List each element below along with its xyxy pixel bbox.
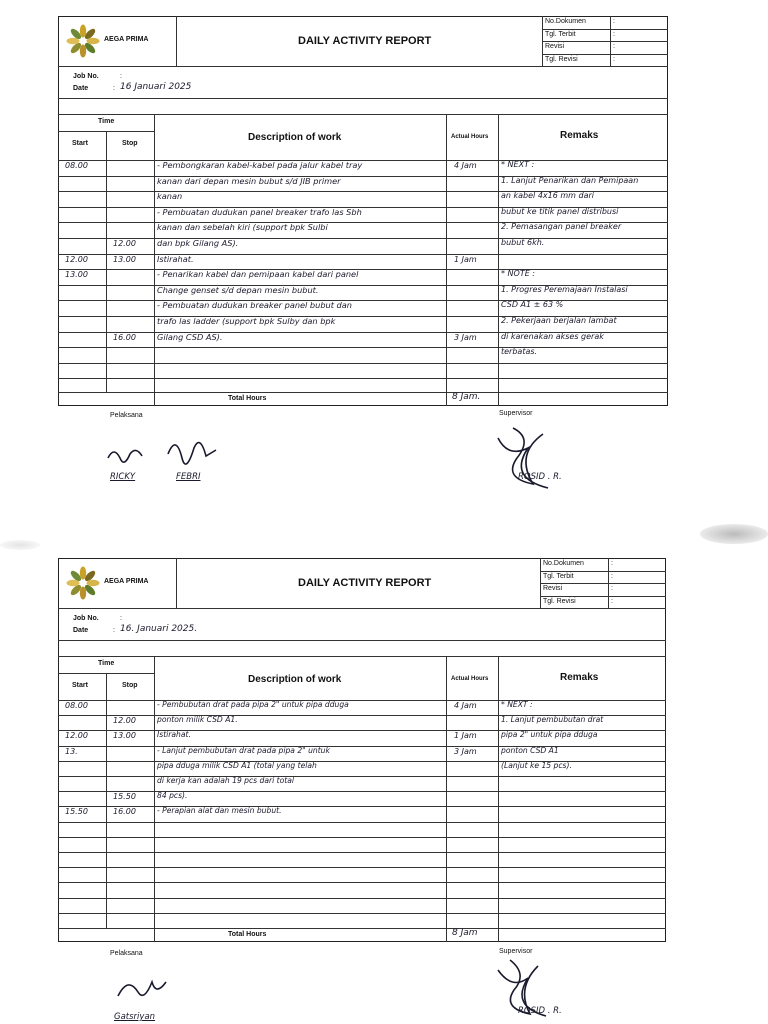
work-description: ponton milik CSD A1. [157, 715, 238, 725]
work-description: Istirahat. [157, 730, 191, 740]
remark-text: bubut 6kh. [501, 238, 545, 247]
table-row [58, 715, 666, 730]
table-row [58, 300, 668, 316]
time-header: Time [98, 660, 115, 667]
report-title: DAILY ACTIVITY REPORT [298, 577, 432, 589]
table-row [58, 191, 668, 207]
actual-hours: 4 Jam [454, 161, 477, 170]
work-description: trafo las ladder (support bpk Sulby dan bpk [157, 316, 336, 326]
stop-time: 16.00 [113, 807, 136, 817]
meta-colon: : [613, 30, 615, 38]
signature-block-2 [58, 946, 668, 1024]
meta-colon: : [611, 560, 613, 567]
meta-row-line [542, 41, 668, 42]
header-top-line [58, 656, 666, 657]
remark-text: terbatas. [501, 347, 538, 357]
meta-label: No.Dokumen [543, 560, 584, 567]
remark-text: bubut ke titik panel distribusi [501, 206, 619, 216]
remark-text: 1. Lanjut Penarikan dan Pemipaan [501, 175, 639, 185]
meta-label: No.Dokumen [545, 18, 586, 25]
remark-text: CSD A1 ± 63 % [501, 300, 564, 310]
remark-text: 1. Progres Peremajaan Instalasi [501, 284, 628, 294]
table-row [58, 806, 666, 821]
stop-header: Stop [122, 140, 138, 147]
signature-strokes [58, 408, 668, 498]
logo-mark [66, 566, 100, 600]
stop-time: 12.00 [113, 239, 136, 248]
start-time: 12.00 [65, 254, 88, 264]
meta-row-line [540, 596, 666, 597]
company-logo-icon [66, 566, 100, 600]
table-row [58, 332, 668, 348]
actual-hours: 3 Jam [454, 746, 477, 756]
time-header: Time [98, 118, 115, 125]
table-row [58, 285, 668, 301]
meta-row-line [540, 583, 666, 584]
table-row [58, 700, 666, 715]
meta-label: Revisi [545, 43, 565, 50]
meta-colon: : [611, 572, 613, 580]
meta-colon: : [613, 55, 615, 63]
work-description: - Lanjut pembubutan drat pada pipa 2" untuk [157, 745, 330, 755]
remarks-header: Remaks [560, 672, 599, 683]
remark-text: * NEXT : [501, 700, 533, 709]
header-divider [58, 608, 666, 609]
total-line [58, 392, 668, 393]
total-line [58, 928, 666, 929]
remark-text: ponton CSD A1 [501, 745, 559, 755]
table-row [58, 269, 668, 285]
table-row [58, 867, 666, 882]
supervisor-name: ROSID . R. [518, 472, 562, 482]
meta-row-line [542, 54, 668, 55]
job-no-label: Job No. [73, 615, 99, 622]
remarks-header: Remaks [560, 130, 599, 141]
logo-center [80, 580, 86, 586]
start-time: 13. [65, 746, 78, 756]
work-description: pipa dduga milik CSD A1 (total yang telah [157, 760, 317, 770]
work-description: 84 pcs). [157, 791, 188, 801]
stop-time: 13.00 [113, 731, 136, 741]
work-description: Gilang CSD AS). [157, 331, 223, 342]
work-description: - Pembuatan dudukan panel breaker trafo las Sbh [157, 206, 362, 217]
table-row [58, 898, 666, 913]
work-description: kanan [157, 191, 183, 202]
report-title: DAILY ACTIVITY REPORT [298, 35, 432, 47]
total-hours-value: 8 Jam [452, 928, 478, 938]
remark-text: 2. Pemasangan panel breaker [501, 222, 622, 232]
meta-colon: : [611, 585, 613, 592]
start-time: 15.50 [65, 807, 88, 817]
header-top-line [58, 114, 668, 115]
logo-divider [176, 16, 177, 66]
table-row [58, 776, 666, 791]
start-header: Start [72, 140, 88, 147]
company-name: AEGA PRIMA [104, 578, 149, 585]
remark-text: 2. Pekerjaan berjalan lambat [501, 316, 617, 325]
date-colon: : [113, 85, 115, 92]
table-row [58, 852, 666, 867]
signature-block-1 [58, 408, 668, 498]
total-hours-value: 8 Jam. [452, 392, 481, 402]
date-divider [58, 98, 668, 99]
date-label: Date [73, 627, 89, 634]
job-no-label: Job No. [73, 73, 99, 80]
table-row [58, 913, 666, 928]
work-description: - Pembubutan drat pada pipa 2" untuk pipa dduga [157, 700, 349, 709]
remark-text: * NOTE : [501, 269, 536, 279]
meta-colon: : [613, 18, 615, 25]
report-sheet-2 [58, 558, 666, 942]
table-row [58, 254, 668, 270]
total-hours-label: Total Hours [228, 931, 267, 938]
actual-hours-header: Actual Hours [451, 676, 489, 682]
date-divider [58, 640, 666, 641]
supervisor-label: Supervisor [499, 948, 533, 955]
supervisor-label: Supervisor [499, 410, 533, 417]
date-value: 16. Januari 2025. [120, 624, 198, 634]
pelaksana-label: Pelaksana [110, 950, 143, 957]
meta-colon: : [611, 597, 613, 605]
logo-mark [66, 24, 100, 58]
job-no-colon: : [120, 615, 122, 622]
work-description: - Perapian alat dan mesin bubut. [157, 806, 282, 816]
table-row [58, 837, 666, 852]
stop-time: 16.00 [113, 332, 136, 342]
supervisor-name: ROSID . R. [518, 1006, 562, 1016]
actual-hours: 4 Jam [454, 701, 477, 710]
remark-text: 1. Lanjut pembubutan drat [501, 715, 604, 725]
pelaksana-label: Pelaksana [110, 412, 143, 419]
scan-smudge [0, 540, 40, 550]
table-row [58, 238, 668, 254]
date-colon: : [113, 627, 115, 634]
meta-label: Revisi [543, 585, 563, 592]
meta-label: Tgl. Revisi [545, 55, 578, 63]
description-header: Description of work [248, 132, 342, 143]
start-time: 08.00 [65, 701, 88, 710]
scan-smudge [700, 524, 768, 544]
stop-time: 15.50 [113, 792, 136, 802]
actual-hours: 1 Jam [454, 731, 477, 741]
meta-colon: : [613, 43, 615, 50]
stop-time: 12.00 [113, 716, 136, 726]
table-row [58, 347, 668, 363]
actual-hours: 3 Jam [454, 332, 477, 342]
start-time: 12.00 [65, 731, 88, 741]
work-description: - Penarikan kabel dan pemipaan kabel dari panel [157, 269, 359, 280]
stop-header: Stop [122, 682, 138, 689]
work-description: - Pembongkaran kabel-kabel pada jalur kabel tray [157, 160, 363, 170]
logo-divider [176, 558, 177, 608]
table-row [58, 882, 666, 897]
meta-row-line [542, 29, 668, 30]
job-no-colon: : [120, 73, 122, 80]
remark-text: an kabel 4x16 mm dari [501, 191, 594, 201]
remark-text: (Lanjut ke 15 pcs). [501, 760, 572, 770]
table-row [58, 746, 666, 761]
meta-label: Tgl. Terbit [545, 30, 576, 38]
header-divider [58, 66, 668, 67]
actual-hours-header: Actual Hours [451, 134, 489, 140]
work-description: Istirahat. [157, 253, 194, 264]
pelaksana-name: RICKY [110, 472, 136, 482]
report-sheet-1 [58, 16, 668, 406]
start-time: 13.00 [65, 270, 88, 280]
table-row [58, 730, 666, 745]
table-row [58, 222, 668, 238]
table-row [58, 791, 666, 806]
signature-stroke [108, 450, 142, 462]
actual-hours: 1 Jam [454, 254, 477, 264]
work-description: kanan dari depan mesin bubut s/d JIB primer [157, 175, 341, 186]
company-logo-icon [66, 24, 100, 58]
table-row [58, 207, 668, 223]
table-row [58, 761, 666, 776]
company-name: AEGA PRIMA [104, 36, 149, 43]
meta-label: Tgl. Terbit [543, 572, 574, 580]
remark-text: di karenakan akses gerak [501, 331, 604, 341]
pelaksana-name: FEBRI [176, 472, 201, 482]
signature-stroke [168, 443, 216, 465]
table-row [58, 363, 668, 379]
work-description: di kerja kan adalah 19 pcs dari total [157, 776, 295, 785]
start-time: 08.00 [65, 161, 88, 170]
work-description: - Pembuatan dudukan breaker panel bubut dan [157, 300, 352, 311]
table-row [58, 176, 668, 192]
work-description: Change genset s/d depan mesin bubut. [157, 284, 319, 295]
work-description: dan bpk Gilang AS). [157, 238, 239, 248]
table-row [58, 822, 666, 837]
date-value: 16 Januari 2025 [120, 82, 192, 92]
meta-row-line [540, 571, 666, 572]
pelaksana-name: Gatsriyan [114, 1012, 156, 1022]
total-hours-label: Total Hours [228, 395, 267, 402]
remark-text: * NEXT : [501, 160, 535, 169]
description-header: Description of work [248, 674, 342, 685]
logo-center [80, 38, 86, 44]
work-description: kanan dan sebelah kiri (support bpk Sulbi [157, 222, 328, 233]
meta-label: Tgl. Revisi [543, 597, 576, 605]
date-label: Date [73, 85, 89, 92]
table-row [58, 160, 668, 176]
remark-text: pipa 2" untuk pipa dduga [501, 730, 598, 740]
start-header: Start [72, 682, 88, 689]
signature-stroke [118, 982, 166, 996]
table-row [58, 316, 668, 332]
stop-time: 13.00 [113, 254, 136, 264]
